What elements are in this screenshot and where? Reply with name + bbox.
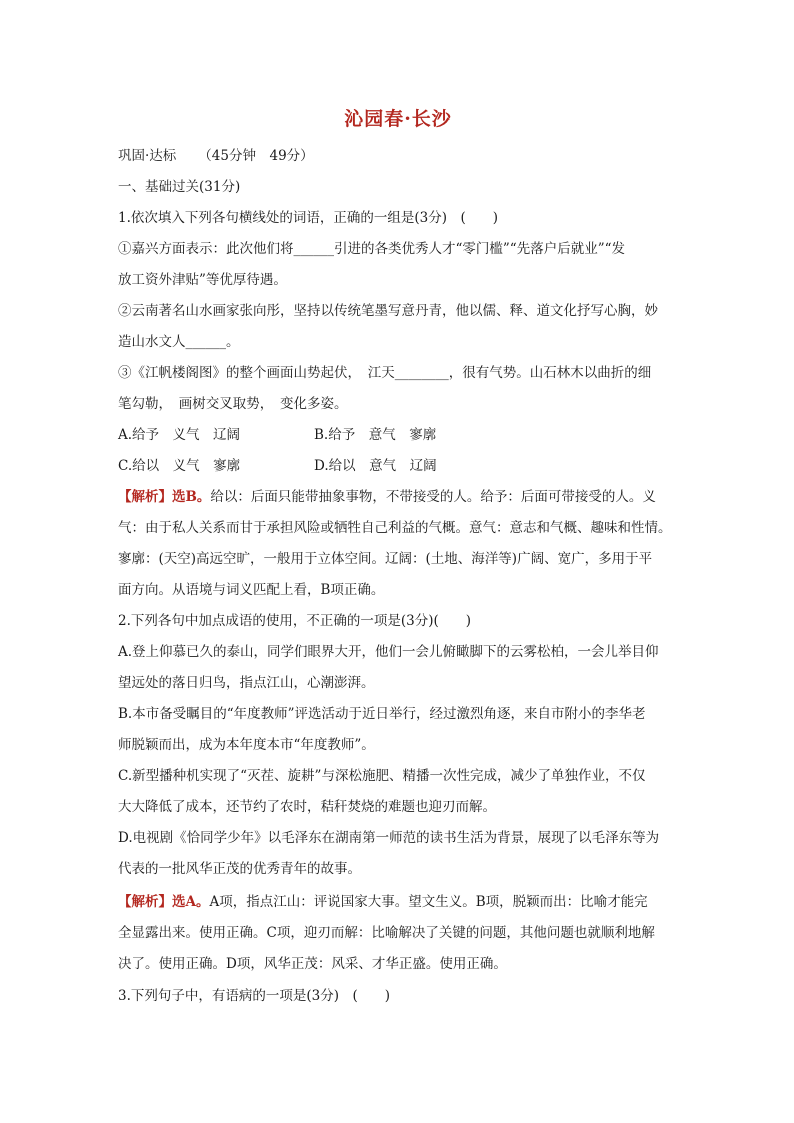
- q1-explanation-text: 给以：后面只能带抽象事物，不带接受的人。给予：后面可带接受的人。义: [210, 489, 656, 505]
- q1-option-d: D.给以 意气 辽阔: [314, 458, 437, 474]
- q2-explanation-line-2: 全显露出来。使用正确。C项，迎刃而解：比喻解决了关键的问题，其他问题也就顺利地解: [118, 925, 655, 941]
- q1-options-row-1: [118, 425, 678, 445]
- q2-option-a-line-1: A.登上仰慕已久的泰山，同学们眼界大开，他们一会儿俯瞰脚下的云雾松柏，一会儿举目仰: [118, 644, 659, 660]
- q1-option-a: A.给予 义气 辽阔: [118, 427, 241, 443]
- q1-sentence-2-line-1: ②云南著名山水画家张向彤，坚持以传统笔墨写意丹青，他以儒、释、道文化抒写心胸，妙: [118, 303, 658, 319]
- q1-sentence-3-line-1: ③《江帆楼阁图》的整个画面山势起伏， 江天________，很有气势。山石林木以曲折的细: [118, 365, 652, 381]
- time-score: （45分钟 49分）: [198, 148, 314, 164]
- section-header: [118, 146, 678, 166]
- q1-explanation-line-3: 寥廓：(天空)高远空旷，一般用于立体空间。辽阔：(土地、海洋等)广阔、宽广，多用于平: [118, 551, 653, 567]
- section-label: 巩固·达标: [118, 148, 177, 164]
- q1-options-row-2: [118, 456, 678, 476]
- q1-answer-label: 【解析】选B。: [118, 489, 211, 505]
- q1-sentence-3-line-2: 笔勾勒， 画树交叉取势， 变化多姿。: [118, 396, 348, 412]
- q1-option-c: C.给以 义气 寥廓: [118, 458, 241, 474]
- question-1-stem: 1.依次填入下列各句横线处的词语，正确的一组是(3分) ( ): [118, 210, 499, 226]
- q1-sentence-2-line-2: 造山水文人______。: [118, 334, 240, 350]
- q2-option-d-line-1: D.电视剧《恰同学少年》以毛泽东在湖南第一师范的读书生活为背景，展现了以毛泽东等为: [118, 830, 660, 846]
- q1-option-b: B.给予 意气 寥廓: [314, 427, 437, 443]
- question-3-stem: 3.下列句子中，有语病的一项是(3分) ( ): [118, 988, 391, 1004]
- q1-explanation-line-4: 面方向。从语境与词义匹配上看，B项正确。: [118, 582, 385, 598]
- question-2-stem: 2.下列各句中加点成语的使用，不正确的一项是(3分)( ): [118, 613, 472, 629]
- q1-sentence-1-line-1: ①嘉兴方面表示：此次他们将______引进的各类优秀人才“零门槛”“先落户后就业”“发: [118, 241, 626, 257]
- q1-explanation-line-1: [118, 487, 678, 507]
- q1-explanation-line-2: 气：由于私人关系而甘于承担风险或牺牲自己利益的气概。意气：意志和气概、趣味和性情。: [118, 520, 672, 536]
- q2-option-b-line-1: B.本市备受瞩目的“年度教师”评选活动于近日举行，经过激烈角逐，来自市附小的李华老: [118, 706, 646, 722]
- q2-answer-label: 【解析】选A。: [118, 894, 210, 910]
- q2-option-d-line-2: 代表的一批风华正茂的优秀青年的故事。: [118, 861, 361, 877]
- q2-option-b-line-2: 师脱颖而出，成为本年度本市“年度教师”。: [118, 737, 375, 753]
- q2-option-c-line-2: 大大降低了成本，还节约了农时，秸秆焚烧的难题也迎刃而解。: [118, 799, 496, 815]
- q2-explanation-text: A项，指点江山：评说国家大事。望文生义。B项，脱颖而出：比喻才能完: [209, 894, 648, 910]
- part-heading: 一、基础过关(31分): [118, 179, 241, 195]
- q2-explanation-line-1: [118, 892, 678, 912]
- document-title: 沁园春·长沙: [344, 108, 452, 130]
- q1-sentence-1-line-2: 放工资外津贴”等优厚待遇。: [118, 272, 287, 288]
- q2-option-c-line-1: C.新型播种机实现了“灭茬、旋耕”与深松施肥、精播一次性完成，减少了单独作业，不仅: [118, 768, 646, 784]
- q2-option-a-line-2: 望远处的落日归鸟，指点江山，心潮澎湃。: [118, 675, 375, 691]
- q2-explanation-line-3: 决了。使用正确。D项，风华正茂：风采、才华正盛。使用正确。: [118, 956, 507, 972]
